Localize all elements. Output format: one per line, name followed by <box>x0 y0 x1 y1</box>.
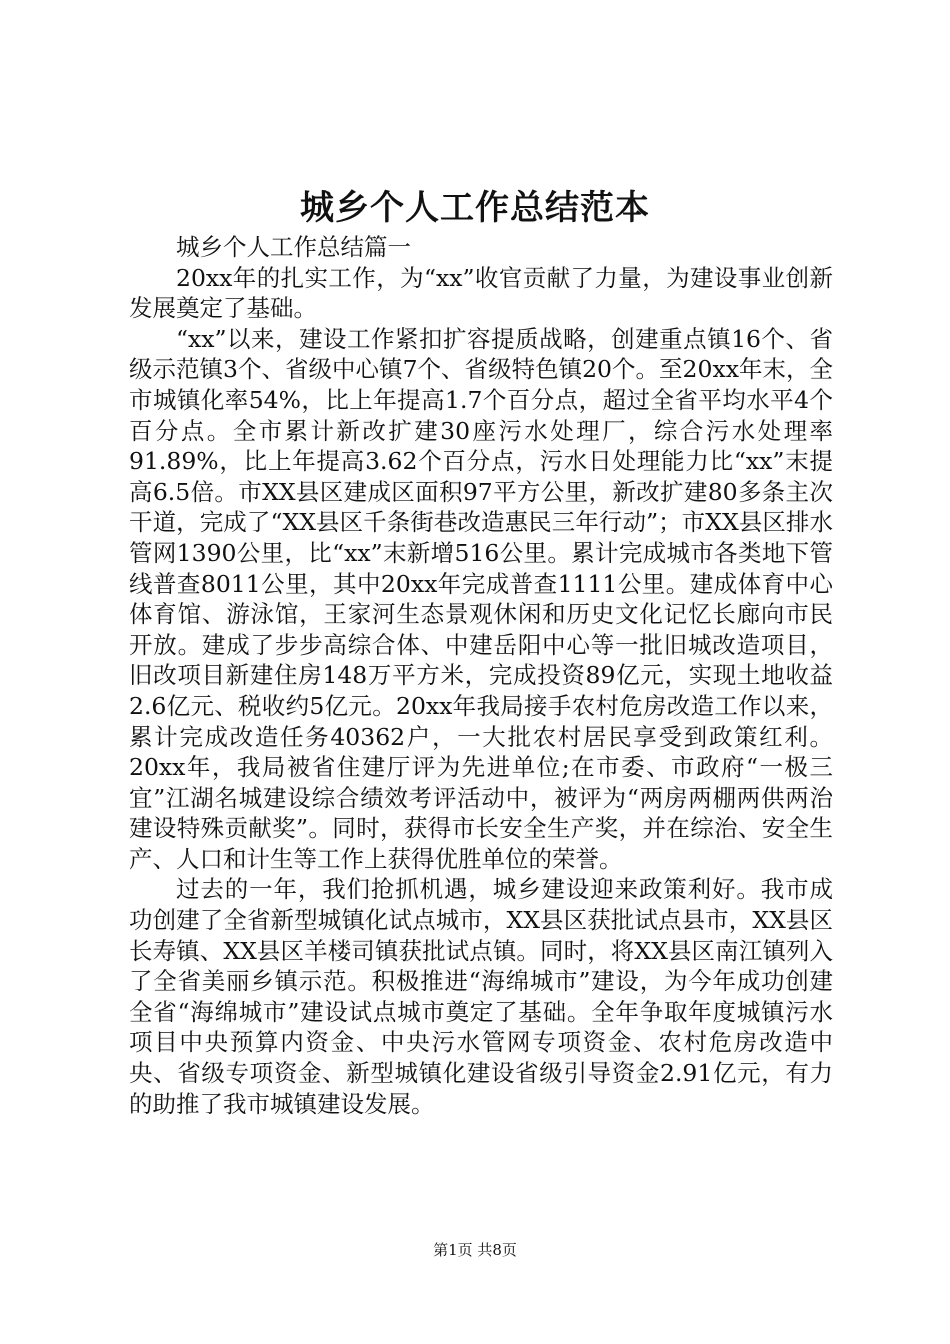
paragraph: “xx”以来，建设工作紧扣扩容提质战略，创建重点镇16个、省级示范镇3个、省级中心镇7个、省级特色镇20个。至20xx年末，全市城镇化率54%，比上年提高1.7个百分点，超过全省平均水平4个百分点。全市累计新改扩建30座污水处理厂，综合污水处理率91.89%，比上年提高3.62个百分点，污水日处理能力比“xx”末提高6.5倍。市XX县区建成区面积97平方公里，新改扩建80多条主次干道，完成了“XX县区千条街巷改造惠民三年行动”；市XX县区排水管网1390公里，比“xx”末新增516公里。累计完成城市各类地下管线普查8011公里，其中20xx年完成普查1111公里。建成体育中心体育馆、游泳馆，王家河生态景观休闲和历史文化记忆长廊向市民开放。建成了步步高综合体、中建岳阳中心等一批旧城改造项目，旧改项目新建住房148万平方米，完成投资89亿元，实现土地收益2.6亿元、税收约5亿元。20xx年我局接手农村危房改造工作以来，累计完成改造任务40362户，一大批农村居民享受到政策红利。20xx年，我局被省住建厅评为先进单位;在市委、市政府“一极三宜”江湖名城建设综合绩效考评活动中，被评为“两房两棚两供两治建设特殊贡献奖”。同时，获得市长安全生产奖，并在综治、安全生产、人口和计生等工作上获得优胜单位的荣誉。 <box>129 324 833 873</box>
document-title: 城乡个人工作总结范本 <box>300 188 650 228</box>
paragraph: 过去的一年，我们抢抓机遇，城乡建设迎来政策利好。我市成功创建了全省新型城镇化试点城市，XX县区获批试点县市，XX县区长寿镇、XX县区羊楼司镇获批试点镇。同时，将XX县区南江镇列入了全省美丽乡镇示范。积极推进“海绵城市”建设，为今年成功创建全省“海绵城市”建设试点城市奠定了基础。全年争取年度城镇污水项目中央预算内资金、中央污水管网专项资金、农村危房改造中央、省级专项资金、新型城镇化建设省级引导资金2.91亿元，有力的助推了我市城镇建设发展。 <box>129 875 833 1118</box>
paragraph: 20xx年的扎实工作，为“xx”收官贡献了力量，为建设事业创新发展奠定了基础。 <box>129 263 833 323</box>
page-footer: 第1页 共8页 <box>433 1241 517 1259</box>
document-body <box>129 232 833 1119</box>
section-heading: 城乡个人工作总结篇一 <box>176 233 411 261</box>
